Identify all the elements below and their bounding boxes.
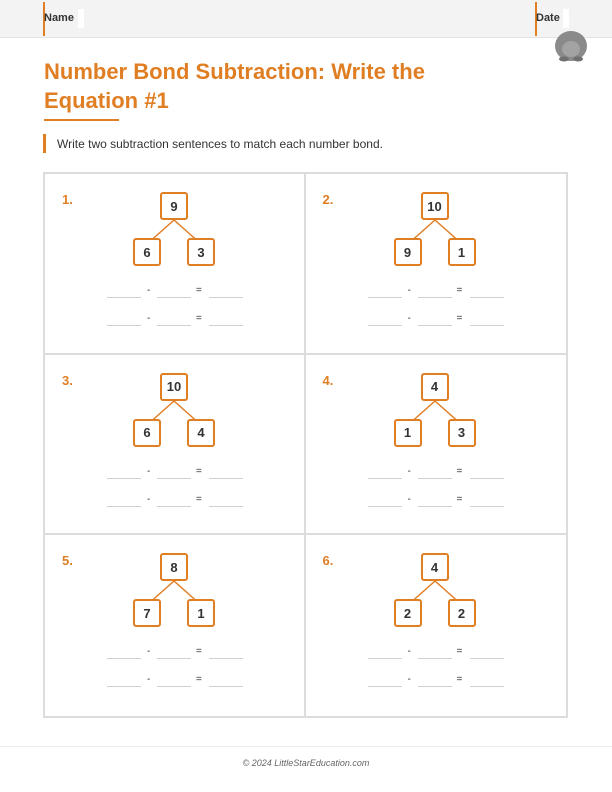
- minus-sign: -: [147, 493, 151, 505]
- number-bond: [392, 373, 478, 451]
- equals-sign: =: [196, 465, 202, 477]
- equation-line-1: [107, 646, 247, 660]
- answer-blank[interactable]: [107, 506, 141, 507]
- minus-sign: -: [147, 285, 151, 296]
- problem-card: [306, 355, 567, 536]
- problem-number: 3.: [62, 372, 73, 388]
- problem-card: [306, 174, 567, 355]
- minus-sign: -: [147, 313, 151, 324]
- problem-number: 2.: [322, 192, 334, 207]
- answer-blank[interactable]: [157, 658, 191, 659]
- number-bond: [392, 553, 478, 631]
- answer-blank[interactable]: [470, 325, 504, 326]
- answer-blank[interactable]: [368, 478, 402, 479]
- minus-sign: -: [407, 465, 411, 477]
- part-box-right: 1: [187, 599, 215, 627]
- answer-blank[interactable]: [157, 506, 191, 507]
- title-underline: [44, 119, 119, 121]
- answer-blank[interactable]: [107, 658, 141, 659]
- instructions-text: Write two subtraction sentences to match each number bond.: [57, 137, 383, 151]
- equation-line-2: [107, 494, 247, 508]
- equals-sign: =: [196, 674, 202, 686]
- answer-blank[interactable]: [418, 686, 452, 687]
- equation-line-1: [368, 285, 508, 299]
- equation-line-1: [107, 466, 247, 480]
- answer-blank[interactable]: [470, 297, 504, 298]
- equals-sign: =: [456, 493, 463, 505]
- minus-sign: -: [407, 313, 411, 324]
- part-box-left: 6: [133, 419, 161, 447]
- answer-blank[interactable]: [107, 325, 141, 326]
- answer-blank[interactable]: [368, 658, 402, 659]
- problem-number: 5.: [62, 553, 73, 569]
- problem-card: [306, 535, 567, 716]
- minus-sign: -: [407, 493, 411, 505]
- answer-blank[interactable]: [368, 506, 402, 507]
- number-bond: [392, 192, 478, 270]
- name-label: Name: [44, 12, 74, 24]
- answer-blank[interactable]: [209, 297, 243, 298]
- part-box-left: 7: [133, 599, 161, 627]
- whole-box: 9: [160, 192, 188, 220]
- answer-blank[interactable]: [157, 325, 191, 326]
- answer-blank[interactable]: [470, 686, 504, 687]
- answer-blank[interactable]: [157, 478, 191, 479]
- equals-sign: =: [456, 465, 463, 477]
- problem-grid: [43, 172, 568, 718]
- equation-line-1: [107, 285, 247, 299]
- part-box-right: 3: [187, 238, 215, 266]
- answer-blank[interactable]: [209, 478, 243, 479]
- answer-blank[interactable]: [418, 658, 452, 659]
- answer-blank[interactable]: [418, 478, 452, 479]
- equation-line-2: [368, 313, 508, 327]
- answer-blank[interactable]: [470, 658, 504, 659]
- equation-line-2: [368, 674, 508, 688]
- equals-sign: =: [196, 285, 202, 296]
- answer-blank[interactable]: [368, 325, 402, 326]
- answer-blank[interactable]: [470, 478, 504, 479]
- equation-line-2: [368, 494, 508, 508]
- problem-card: [45, 355, 306, 536]
- equals-sign: =: [456, 646, 463, 658]
- whole-box: 10: [160, 373, 188, 401]
- part-box-right: 1: [448, 238, 476, 266]
- answer-blank[interactable]: [418, 325, 452, 326]
- header-bar: [0, 0, 612, 38]
- page-title: Number Bond Subtraction: Write the Equation #1: [44, 59, 425, 113]
- problem-number: 1.: [62, 192, 73, 207]
- equals-sign: =: [456, 313, 463, 324]
- equals-sign: =: [196, 313, 202, 324]
- part-box-left: 6: [133, 238, 161, 266]
- part-box-left: 9: [394, 238, 422, 266]
- equals-sign: =: [196, 646, 202, 658]
- answer-blank[interactable]: [107, 478, 141, 479]
- answer-blank[interactable]: [209, 658, 243, 659]
- whole-box: 8: [160, 553, 188, 581]
- whole-box: 4: [421, 553, 449, 581]
- date-label: Date: [536, 12, 560, 24]
- minus-sign: -: [407, 646, 411, 658]
- equals-sign: =: [196, 493, 202, 505]
- minus-sign: -: [407, 285, 411, 296]
- problem-number: 6.: [322, 553, 334, 569]
- number-bond: [131, 553, 217, 631]
- minus-sign: -: [147, 674, 151, 686]
- part-box-left: 1: [394, 419, 422, 447]
- answer-blank[interactable]: [209, 686, 243, 687]
- minus-sign: -: [147, 465, 151, 477]
- equals-sign: =: [456, 674, 463, 686]
- footer-copyright: © 2024 LittleStarEducation.com: [242, 758, 370, 768]
- answer-blank[interactable]: [209, 325, 243, 326]
- number-bond: [131, 192, 217, 270]
- equation-line-1: [368, 466, 508, 480]
- answer-blank[interactable]: [209, 506, 243, 507]
- minus-sign: -: [147, 646, 151, 658]
- problem-card: [45, 174, 306, 355]
- answer-blank[interactable]: [107, 686, 141, 687]
- equation-line-2: [107, 674, 247, 688]
- answer-blank[interactable]: [368, 297, 402, 298]
- whole-box: 10: [421, 192, 449, 220]
- name-field[interactable]: [78, 9, 84, 28]
- footer-divider: [0, 746, 612, 747]
- answer-blank[interactable]: [418, 297, 452, 298]
- minus-sign: -: [407, 674, 411, 686]
- equation-line-1: [368, 646, 508, 660]
- number-bond: [131, 373, 217, 451]
- answer-blank[interactable]: [157, 686, 191, 687]
- answer-blank[interactable]: [368, 686, 402, 687]
- part-box-right: 2: [448, 599, 476, 627]
- equation-line-2: [107, 313, 247, 327]
- part-box-right: 4: [187, 419, 215, 447]
- answer-blank[interactable]: [418, 506, 452, 507]
- answer-blank[interactable]: [157, 297, 191, 298]
- part-box-right: 3: [448, 419, 476, 447]
- answer-blank[interactable]: [107, 297, 141, 298]
- instructions-accent: [43, 134, 46, 153]
- whole-box: 4: [421, 373, 449, 401]
- answer-blank[interactable]: [470, 506, 504, 507]
- equals-sign: =: [456, 285, 463, 296]
- problem-number: 4.: [322, 372, 334, 388]
- mascot-image: [552, 22, 590, 62]
- problem-card: [45, 535, 306, 716]
- part-box-left: 2: [394, 599, 422, 627]
